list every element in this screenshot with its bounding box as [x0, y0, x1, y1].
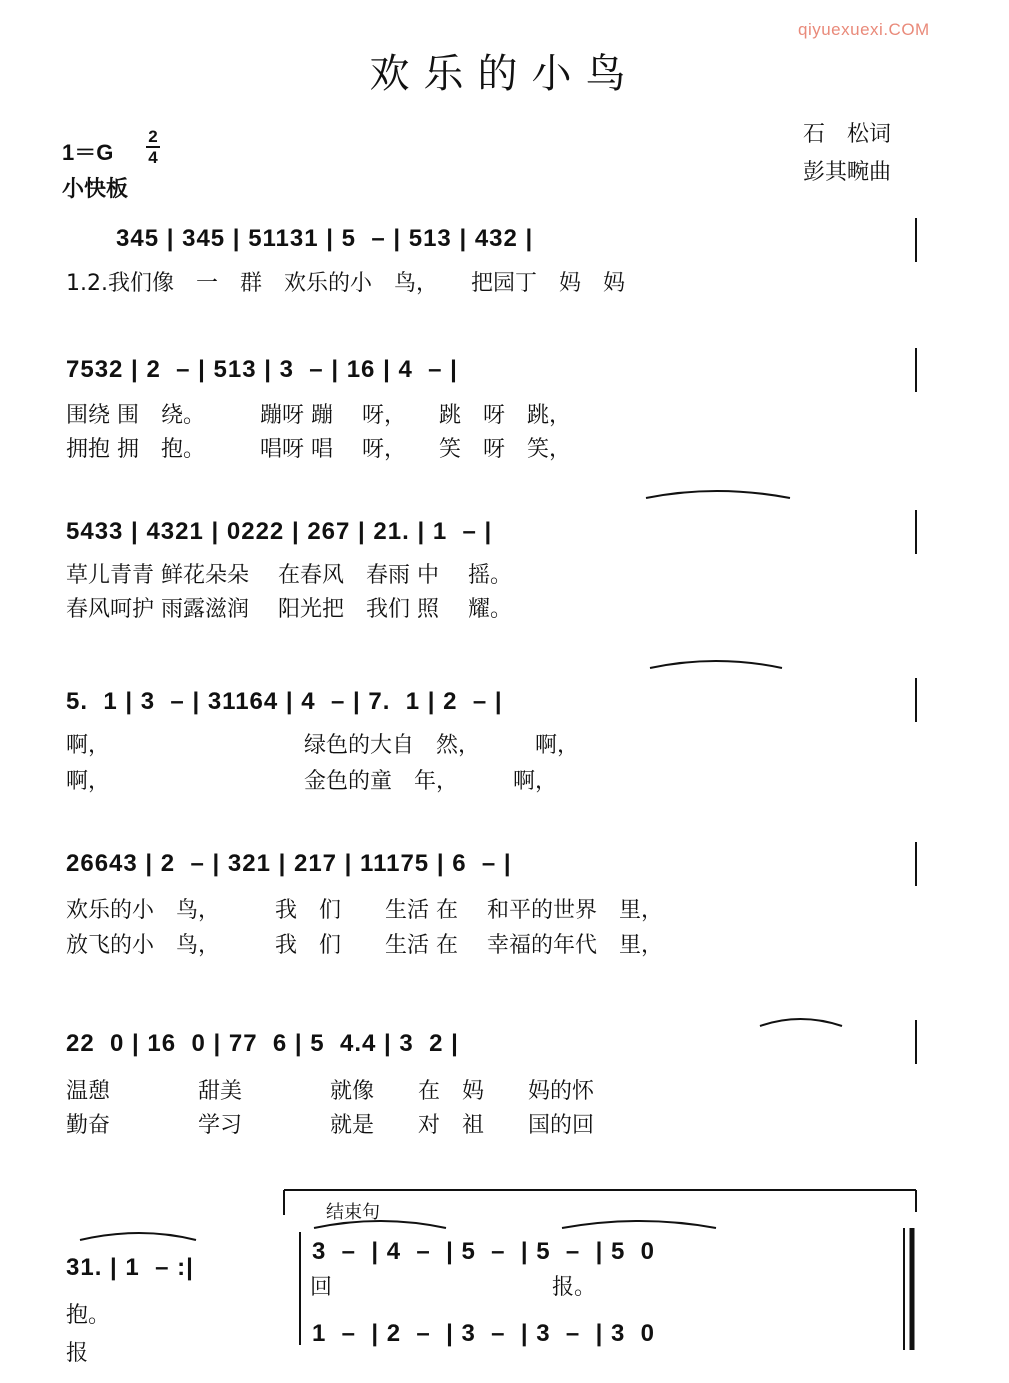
- composer-credit: 彭其畹曲: [803, 160, 892, 185]
- lyrics-row-6-verse-1: 温憩 甜美 就像 在 妈 妈的怀: [66, 1079, 595, 1104]
- lyrics-row-5-verse-1: 欢乐的小 鸟， 我 们 生活 在 和平的世界 里，: [66, 898, 663, 923]
- time-signature-top: 2: [148, 127, 158, 146]
- key-signature: 1＝G: [62, 140, 114, 165]
- watermark: qiyuexuexi.COM: [798, 20, 930, 39]
- lyrics-row-5-verse-2: 放飞的小 鸟， 我 们 生活 在 幸福的年代 里，: [66, 933, 663, 958]
- lyrics-row-2-verse-2: 拥抱 拥 抱。 唱呀 唱 呀， 笑 呀 笑，: [66, 437, 571, 462]
- notation-row-3: 5433 | 4321 | 0222 | 267 | 21. | 1 – |: [66, 518, 493, 545]
- tempo-marking: 小快板: [62, 177, 129, 202]
- notation-row-6: 22 0 | 16 0 | 77 6 | 5 4.4 | 3 2 |: [66, 1030, 459, 1057]
- lyrics-row-4-verse-2: 啊， 金色的童 年， 啊，: [66, 769, 557, 794]
- notation-row-2: 7532 | 2 – | 513 | 3 – | 16 | 4 – |: [66, 356, 458, 383]
- ending-upper-notes: 3 – | 4 – | 5 – | 5 – | 5 0: [312, 1238, 656, 1265]
- lyrics-row-4-verse-1: 啊， 绿色的大自 然， 啊，: [66, 733, 579, 758]
- ending-lower-notes: 1 – | 2 – | 3 – | 3 – | 3 0: [312, 1320, 656, 1347]
- lyrics-final-verse-2: 报: [66, 1341, 89, 1366]
- notation-row-5: 26643 | 2 – | 321 | 217 | 11175 | 6 – |: [66, 850, 512, 877]
- lyrics-final-verse-1: 抱。: [66, 1303, 111, 1328]
- ending-label: 结束句: [326, 1202, 380, 1223]
- lyrics-row-1-verse-1: 1.2.我们像 一 群 欢乐的小 鸟， 把园丁 妈 妈: [66, 271, 625, 296]
- lyrics-row-6-verse-2: 勤奋 学习 就是 对 祖 国的回: [66, 1113, 595, 1138]
- notation-row-4: 5. 1 | 3 – | 31164 | 4 – | 7. 1 | 2 – |: [66, 688, 503, 715]
- ending-upper-lyrics: 回 报。: [310, 1275, 597, 1300]
- notation-final-row: 31. | 1 – :|: [66, 1254, 194, 1281]
- song-title: 欢乐的小鸟: [369, 51, 640, 97]
- lyricist-credit: 石 松词: [803, 122, 892, 147]
- notation-row-1: 345 | 345 | 51131 | 5 – | 513 | 432 |: [116, 225, 534, 252]
- time-signature-bottom: 4: [148, 148, 158, 167]
- lyrics-row-3-verse-2: 春风呵护 雨露滋润 阳光把 我们 照 耀。: [66, 597, 512, 622]
- lyrics-row-2-verse-1: 围绕 围 绕。 蹦呀 蹦 呀， 跳 呀 跳，: [66, 403, 571, 428]
- lyrics-row-3-verse-1: 草儿青青 鲜花朵朵 在春风 春雨 中 摇。: [66, 563, 512, 588]
